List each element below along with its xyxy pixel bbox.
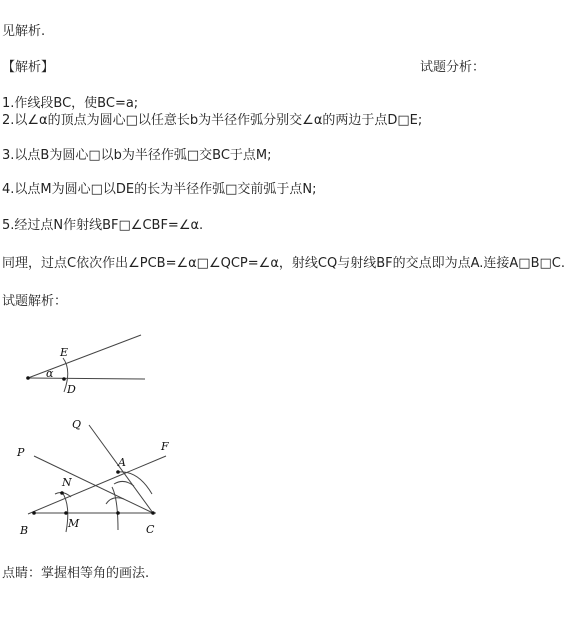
solution-title: 试题解析：	[2, 294, 68, 309]
step-1: 1.作线段BC，使BC=a;	[2, 96, 139, 111]
ray-cp	[34, 456, 153, 513]
ray-cq	[89, 425, 153, 513]
comment-text: 点睛：掌握相等角的画法.	[2, 566, 150, 581]
step-3: 3.以点B为圆心□以b为半径作弧□交BC于点M;	[2, 148, 272, 163]
point-a	[116, 470, 120, 474]
label-q: Q	[72, 418, 82, 431]
label-a: A	[118, 456, 126, 469]
label-p: P	[17, 446, 25, 459]
label-b: B	[20, 524, 29, 537]
arc-inner	[106, 498, 124, 504]
step-2: 2.以∠α的顶点为圆心□以任意长b为半径作弧分别交∠α的两边于点D□E;	[2, 113, 423, 128]
label-f: F	[161, 440, 169, 453]
step-5: 5.经过点N作射线BF□∠CBF=∠α.	[2, 218, 204, 233]
section-title: 【解析】	[2, 60, 55, 75]
arc-c-small	[114, 481, 134, 486]
arc-n	[55, 493, 71, 497]
label-e: E	[60, 346, 69, 359]
same-method-text: 同理，过点C依次作出∠PCB=∠α□∠QCP=∠α，射线CQ与射线BF的交点即为点A.连接A□B□C.	[2, 256, 565, 271]
point-n	[60, 491, 64, 495]
angle-vertex-point	[26, 376, 30, 380]
point-arc-c	[116, 511, 120, 515]
label-n: N	[62, 476, 72, 489]
angle-ray-upper	[28, 335, 141, 378]
point-b	[32, 511, 36, 515]
label-alpha: α	[46, 367, 54, 380]
answer-note: 见解析.	[2, 24, 46, 39]
label-m: M	[68, 517, 80, 530]
label-d: D	[67, 383, 76, 396]
arc-b	[62, 492, 68, 532]
step-4: 4.以点M为圆心□以DE的长为半径作弧□交前弧于点N;	[2, 182, 317, 197]
arc-c	[112, 487, 118, 530]
arc-c-large	[118, 472, 152, 494]
analysis-title: 试题分析：	[420, 60, 486, 75]
angle-ray-lower	[28, 378, 145, 379]
point-d	[62, 377, 66, 381]
ray-bf	[28, 456, 166, 514]
label-c: C	[146, 523, 155, 536]
arc-de	[63, 358, 68, 392]
point-m	[64, 511, 68, 515]
point-c	[151, 511, 155, 515]
